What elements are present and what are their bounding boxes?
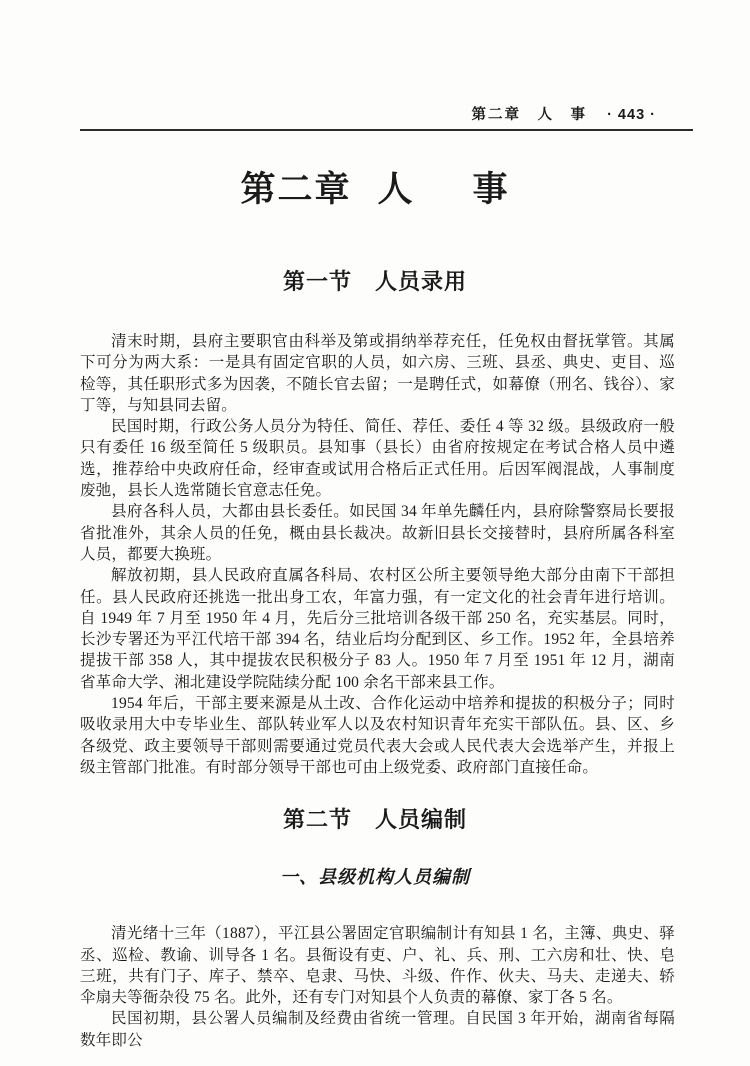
section-2-title: 第二节 人员编制 — [282, 807, 467, 833]
paragraph: 1954 年后，干部主要来源是从土改、合作化运动中培养和提拔的积极分子；同时吸收录用大中专毕业生、部队转业军人以及农村知识青年充实干部队伍。县、区、乡各级党、政主要领导干部则需要通过党员代表大会或人民代表大会选举产生，并报上级主管部门批准。有时部分领导干部也可由上级党委、政府部门直接任命。 — [80, 695, 675, 776]
paragraph: 清光绪十三年（1887），平江县公署固定官职编制计有知县 1 名，主簿、典史、驿丞、巡检、教谕、训导各 1 名。县衙设有吏、户、礼、兵、刑、工六房和壮、快、皂三班，共有门子、库子、禁卒、皂隶、马快、斗级、仵作、伙夫、马夫、走递夫、轿伞扇夫等衙杂役 75 名。此外，还有专门对知县个人负责的幕僚、家丁各 5 名。 — [80, 925, 675, 1007]
running-header-title: 第二章 人 事 — [471, 107, 588, 123]
page-number: · 443 · — [607, 107, 656, 123]
section-1-body — [80, 331, 675, 778]
section-1-title: 第一节 人员录用 — [282, 269, 467, 294]
header-rule — [80, 129, 693, 131]
paragraph: 民国初期，县公署人员编制及经费由省统一管理。自民国 3 年开始，湖南省每隔数年即公 — [80, 1010, 675, 1049]
paragraph: 县府各科人员，大都由县长委任。如民国 34 年单先麟任内，县府除警察局长要报省批准外，其余人员的任免，概由县长裁决。故新旧县长交接替时，县府所属各科室人员，都要大换班。 — [80, 503, 675, 563]
subsection-title: 一、县级机构人员编制 — [280, 867, 470, 888]
chapter-title — [0, 167, 750, 213]
paragraph: 清末时期，县府主要职官由科举及第或捐纳举荐充任，任免权由督抚掌管。其属下可分为两大系：一是具有固定官职的人员，如六房、三班、县丞、典史、吏目、巡检等，其任职形式多为因袭，不随长官去留；一是聘任式，如幕僚（刑名、钱谷）、家丁等，与知县同去留。 — [80, 333, 675, 414]
paragraph: 民国时期，行政公务人员分为特任、简任、荐任、委任 4 等 32 级。县级政府一般只有委任 16 级至简任 5 级职员。县知事（县长）由省府按规定在考试合格人员中遴选，推荐给中央政府任命，经审查或试用合格后正式任用。后因军阀混战，人事制度废弛，县长人选常随长官意志任免。 — [80, 418, 675, 500]
paragraph: 解放初期，县人民政府直属各科局、农村区公所主要领导绝大部分由南下干部担任。县人民政府还挑选一批出身工农，年富力强，有一定文化的社会青年进行培训。自 1949 年 7 月至 1950 年 4 月，先后分三批培训各级干部 250 名，充实基层。同时，长沙专署还为平江代培干部 394 名，结业后均分配到区、乡工作。1952 年，全县培养提拔干部 358 人，其中提拔农民积极分子 83 人。1950 年 7 月至 1951 年 12 月，湖南省革命大学、湘北建设学院陆续分配 100 余名干部来县工作。 — [80, 567, 675, 691]
section-2-body — [80, 923, 675, 1051]
chapter-word-2: 事 — [472, 170, 510, 209]
chapter-label: 第二章 — [240, 170, 352, 209]
chapter-word-1: 人 — [377, 170, 415, 209]
running-header — [80, 103, 692, 124]
